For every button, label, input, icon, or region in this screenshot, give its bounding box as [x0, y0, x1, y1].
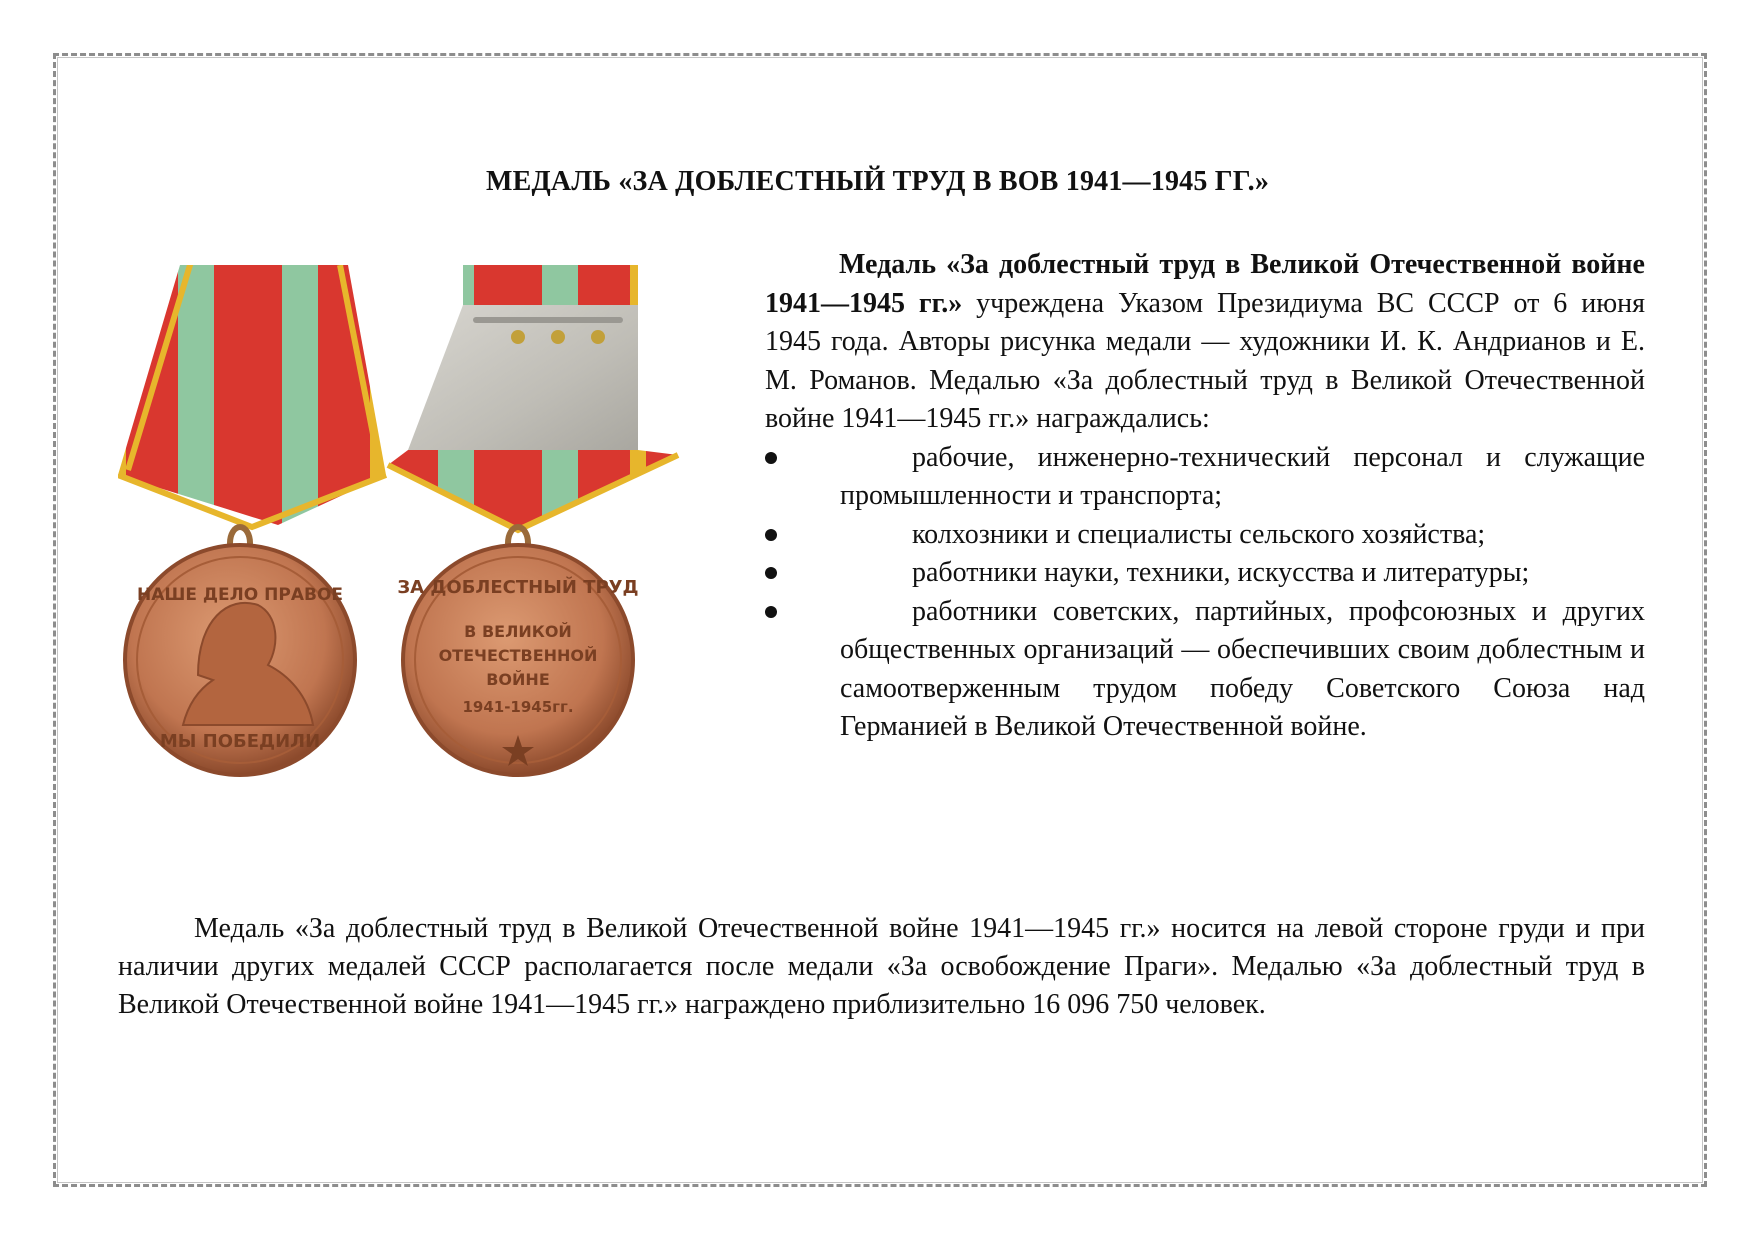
list-item-text: работники науки, техники, искусства и литературы; [912, 557, 1530, 588]
reverse-line-1: В ВЕЛИКОЙ [464, 622, 572, 641]
obverse-bottom-text: МЫ ПОБЕДИЛИ [159, 731, 321, 752]
intro-rest-text: учреждена Указом Президиума ВС СССР от 6 июня 1945 года. Авторы рисунка медали — художники И. К. Андрианов и Е. М. Романов. Медалью «За доблестный труд в Великой Отечественной войне 1941—1945 гг.» награждались: [765, 287, 1645, 434]
intro-paragraph [765, 246, 1645, 439]
obverse-ribbon [118, 265, 386, 527]
obverse-top-text: НАШЕ ДЕЛО ПРАВОЕ [136, 585, 344, 605]
description-column [765, 246, 1645, 747]
awardees-list [765, 439, 1645, 747]
page-title: МЕДАЛЬ «ЗА ДОБЛЕСТНЫЙ ТРУД В ВОВ 1941—1945 ГГ.» [485, 166, 1270, 197]
list-item [765, 593, 1645, 747]
reverse-medal [397, 527, 638, 775]
reverse-line-2: ОТЕЧЕСТВЕННОЙ [438, 646, 598, 665]
obverse-medal [125, 527, 355, 775]
list-item [765, 439, 1645, 516]
list-item-text: работники советских, партийных, профсоюзных и других общественных организаций — обеспечивших своим доблестным и самоотверженным трудом победу Советского Союза над Германией в Великой Отечественной войне. [840, 595, 1645, 742]
reverse-arc-text: ЗА ДОБЛЕСТНЫЙ ТРУД [397, 577, 639, 598]
list-item-text: колхозники и специалисты сельского хозяйства; [912, 518, 1486, 550]
list-item [765, 516, 1645, 555]
list-item-text: рабочие, инженерно-технический персонал и служащие промышленности и транспорта; [840, 441, 1645, 511]
medal-photo [118, 265, 778, 895]
bottom-paragraph: Медаль «За доблестный труд в Великой Отечественной войне 1941—1945 гг.» носится на левой стороне груди и при наличии других медалей СССР располагается после медали «За освобождение Праги». Медалью «За доблестный труд в Великой Отечественной войне 1941—1945 гг.» награждено приблизительно 16 096 750 человек. [118, 913, 1645, 1020]
reverse-years: 1941-1945гг. [462, 698, 574, 716]
intro-bold-text: Медаль «За доблестный труд в Великой Отечественной войне 1941—1945 гг.» [765, 249, 1645, 319]
reverse-line-3: ВОЙНЕ [486, 670, 550, 689]
list-item [765, 554, 1645, 593]
reverse-ribbon [388, 265, 678, 530]
